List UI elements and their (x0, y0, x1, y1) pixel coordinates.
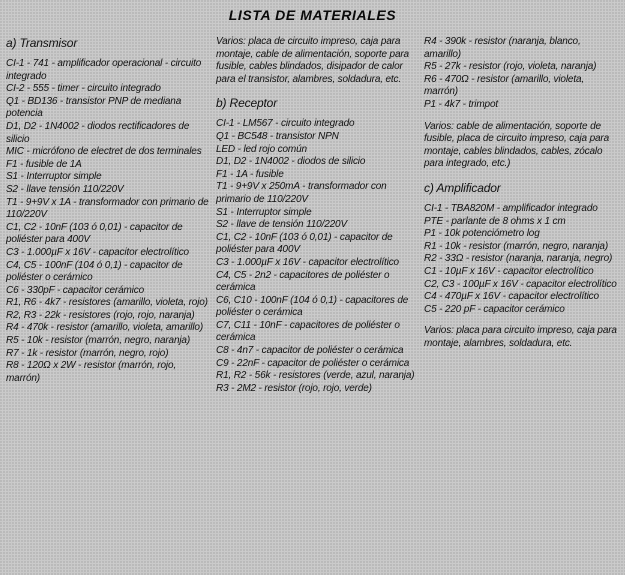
list-item: C5 - 220 pF - capacitor cerámico (424, 303, 565, 315)
list-item: D1, D2 - 1N4002 - diodos rectificadores de silicio (6, 120, 190, 145)
list-item: R3 - 2M2 - resistor (rojo, rojo, verde) (216, 382, 372, 394)
column-receptor (216, 36, 418, 395)
list-item: CI-1 - LM567 - circuito integrado (216, 118, 355, 130)
list-item: C8 - 4n7 - capacitor de poliéster o cerámica (216, 345, 404, 357)
transmisor-parts-list (6, 58, 210, 385)
list-item: R5 - 27k - resistor (rojo, violeta, naranja) (424, 61, 597, 73)
list-item: CI-1 - 741 - amplificador operacional - circuito integrado (6, 58, 202, 82)
list-item: T1 - 9+9V x 1A - transformador con primario de 110/220V (6, 196, 209, 221)
list-item: R8 - 120Ω x 2W - resistor (marrón, rojo, marrón) (6, 360, 176, 384)
section-heading-transmisor: a) Transmisor (6, 36, 78, 50)
list-item: D1, D2 - 1N4002 - diodos de silicio (216, 156, 366, 168)
list-item: C6 - 330pF - capacitor cerámico (6, 284, 145, 296)
list-item: C4, C5 - 100nF (104 ó 0,1) - capacitor de poliéster o cerámico (6, 259, 183, 284)
list-item: R6 - 470Ω - resistor (amarillo, violeta, marrón) (424, 73, 584, 98)
list-item: CI-2 - 555 - timer - circuito integrado (6, 83, 161, 95)
receptor-parts-list-continued (424, 36, 620, 112)
transmisor-varios-note: Varios: placa de circuito impreso, caja para montaje, cable de alimentación, soporte para fusible, cables blindados, disipador de calor para el transistor, alambres, soldadura, etc. (216, 36, 409, 85)
list-item: C4, C5 - 2n2 - capacitores de poliéster o cerámica (216, 269, 390, 294)
list-item: S1 - Interruptor simple (216, 206, 312, 218)
receptor-varios-note: Varios: cable de alimentación, soporte de fusible, placa de circuito impreso, caja para montaje, cables blindados, cables, zócalo para integrado, etc.) (424, 120, 610, 170)
amplificador-varios-note: Varios: placa para circuito impreso, caja para montaje, alambres, soldadura, etc. (424, 325, 617, 349)
list-item: CI-1 - TBA820M - amplificador integrado (424, 202, 598, 214)
list-item: C7, C11 - 10nF - capacitores de poliéster o cerámica (216, 319, 400, 344)
list-item: C1 - 10µF x 16V - capacitor electrolítico (424, 265, 594, 277)
list-item: C9 - 22nF - capacitor de poliéster o cerámica (216, 357, 410, 369)
list-item: P1 - 10k potenciómetro log (424, 228, 540, 240)
list-item: C1, C2 - 10nF (103 ó 0,01) - capacitor de poliéster para 400V (6, 221, 183, 246)
list-item: T1 - 9+9V x 250mA - transformador con primario de 110/220V (216, 181, 387, 205)
section-heading-amplificador: c) Amplificador (424, 180, 501, 195)
list-item: R1 - 10k - resistor (marrón, negro, naranja) (424, 240, 609, 252)
list-item: F1 - 1A - fusible (216, 168, 284, 180)
list-item: R5 - 10k - resistor (marrón, negro, naranja) (6, 335, 191, 347)
list-item: C6, C10 - 100nF (104 ó 0,1) - capacitores de poliéster o cerámica (216, 294, 409, 319)
list-item: C2, C3 - 100µF x 16V - capacitor electrolítico (424, 278, 617, 290)
list-item: F1 - fusible de 1A (6, 158, 82, 170)
list-item: R4 - 470k - resistor (amarillo, violeta, amarillo) (6, 322, 204, 334)
list-item: C4 - 470µF x 16V - capacitor electrolítico (424, 291, 599, 303)
column-transmisor (6, 36, 210, 385)
list-item: Q1 - BC548 - transistor NPN (216, 130, 339, 142)
list-item: S1 - Interruptor simple (6, 171, 102, 183)
list-item: LED - led rojo común (216, 143, 307, 155)
list-item: R4 - 390k - resistor (naranja, blanco, amarillo) (424, 36, 581, 60)
list-item: C1, C2 - 10nF (103 ó 0,01) - capacitor de poliéster para 400V (216, 231, 393, 256)
list-item: S2 - llave de tensión 110/220V (216, 219, 347, 231)
amplificador-parts-list (424, 203, 620, 316)
list-item: PTE - parlante de 8 ohms x 1 cm (424, 215, 566, 227)
receptor-parts-list (216, 118, 418, 395)
spacer (424, 316, 620, 325)
list-item: C3 - 1.000µF x 16V - capacitor electrolítico (216, 256, 399, 268)
list-item: R1, R6 - 4k7 - resistores (amarillo, violeta, rojo) (6, 297, 208, 309)
list-item: R2 - 33Ω - resistor (naranja, naranja, negro) (424, 253, 613, 265)
list-item: R7 - 1k - resistor (marrón, negro, rojo) (6, 347, 169, 359)
list-item: C3 - 1.000µF x 16V - capacitor electrolítico (6, 246, 189, 258)
spacer (424, 112, 620, 121)
section-heading-receptor: b) Receptor (216, 96, 278, 111)
list-item: MIC - micrófono de electret de dos terminales (6, 146, 202, 158)
list-item: Q1 - BD136 - transistor PNP de mediana potencia (6, 95, 182, 120)
list-item: S2 - llave tensión 110/220V (6, 183, 124, 195)
list-item: R2, R3 - 22k - resistores (rojo, rojo, naranja) (6, 309, 195, 321)
column-amplificador (424, 36, 620, 360)
page-title: LISTA DE MATERIALES (228, 7, 397, 23)
list-item: R1, R2 - 56k - resistores (verde, azul, naranja) (216, 370, 415, 382)
list-item: P1 - 4k7 - trimpot (424, 98, 498, 110)
